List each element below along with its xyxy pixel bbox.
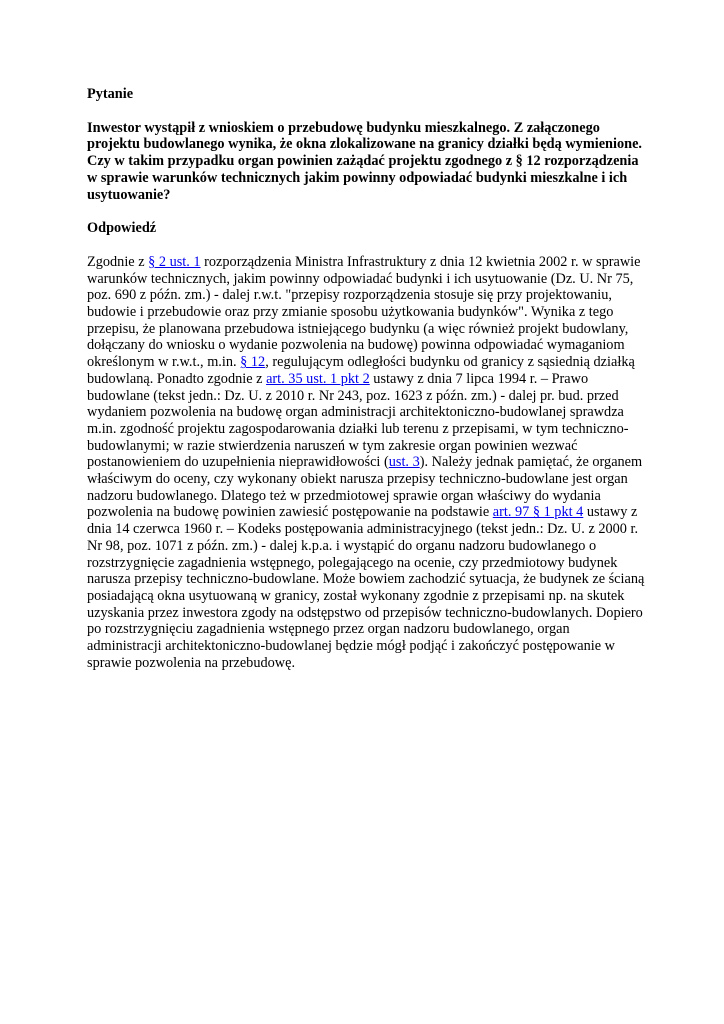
link-ust-3[interactable]: ust. 3: [388, 454, 420, 471]
link-par-2-ust-1[interactable]: § 2 ust. 1: [148, 253, 201, 270]
answer-paragraph: [87, 254, 647, 672]
answer-text: , regulującym odległości budynku od granicy z sąsiednią działką budowlaną. Ponadto zgodnie z: [87, 354, 635, 387]
answer-text: ustawy z dnia 7 lipca 1994 r. – Prawo budowlane (tekst jedn.: Dz. U. z 2010 r. Nr 243, poz. 1623 z późn. zm.) - dalej pr. bud. przed wydaniem pozwolenia na budowę organ administracji architektoniczno-budowlanej sprawdza m.in. zgodność projektu zagospodarowania działki lub terenu z przepisami, w tym techniczno-budowlanymi; w razie stwierdzenia naruszeń w tym zakresie organ powinien wezwać postanowieniem do uzupełnienia nieprawidłowości (: [87, 370, 629, 471]
answer-text: ). Należy jednak pamiętać, że organem właściwym do oceny, czy wykonany obiekt narusza przepisy techniczno-budowlane jest organ nadzoru budowlanego. Dlatego też w przedmiotowej sprawie organ właściwy do wydania pozwolenia na budowę powinien zawiesić postępowanie na podstawie: [87, 454, 643, 521]
link-art-35-ust-1-pkt-2[interactable]: art. 35 ust. 1 pkt 2: [266, 370, 370, 387]
question-paragraph-2: Czy w takim przypadku organ powinien zażądać projektu zgodnego z § 12 rozporządzenia w sprawie warunków technicznych jakim powinny odpowiadać budynki mieszkalne i ich usytuowanie?: [87, 153, 639, 203]
answer-heading: Odpowiedź: [87, 220, 157, 237]
document-page: [87, 86, 647, 672]
question-paragraph-1: Inwestor wystąpił z wnioskiem o przebudowę budynku mieszkalnego. Z załączonego projektu budowlanego wynika, że okna zlokalizowane na granicy działki będą wymienione.: [87, 119, 642, 153]
answer-text: Zgodnie z: [87, 253, 149, 270]
spacer: [87, 237, 647, 254]
link-par-12[interactable]: § 12: [240, 354, 266, 371]
spacer: [87, 203, 647, 220]
link-art-97-par-1-pkt-4[interactable]: art. 97 § 1 pkt 4: [492, 504, 584, 521]
spacer: [87, 103, 647, 120]
answer-text: ustawy z dnia 14 czerwca 1960 r. – Kodeks postępowania administracyjnego (tekst jedn.: Dz. U. z 2000 r. Nr 98, poz. 1071 z późn. zm.) - dalej k.p.a. i wystąpić do organu nadzoru budowlanego o rozstrzygnięcie zagadnienia wstępnego, polegającego na ocenie, czy przedmiotowy budynek narusza przepisy techniczno-budowlane. Może bowiem zachodzić sytuacja, że budynek ze ścianą posiadającą okna usytuowaną w granicy, został wykonany zgodnie z przepisami np. na skutek uzyskania przez inwestora zgody na odstępstwo od przepisów techniczno-budowlanych. Dopiero po rozstrzygnięciu zagadnienia wstępnego przez organ nadzoru budowlanego, organ administracji architektoniczno-budowlanej będzie mógł podjąć i zakończyć postępowanie w sprawie pozwolenia na przebudowę.: [87, 504, 645, 671]
answer-text: rozporządzenia Ministra Infrastruktury z dnia 12 kwietnia 2002 r. w sprawie warunków technicznych, jakim powinny odpowiadać budynki i ich usytuowanie (Dz. U. Nr 75, poz. 690 z późn. zm.) - dalej r.w.t. "przepisy rozporządzenia stosuje się przy projektowaniu, budowie i przebudowie oraz przy zmianie sposobu użytkowania budynków". Wynika z tego przepisu, że planowana przebudowa istniejącego budynku (a więc również projekt budowlany, dołączany do wniosku o wydanie pozwolenia na budowę) powinna odpowiadać wymaganiom określonym w r.w.t., m.in.: [87, 253, 641, 371]
question-heading: Pytanie: [87, 86, 134, 102]
